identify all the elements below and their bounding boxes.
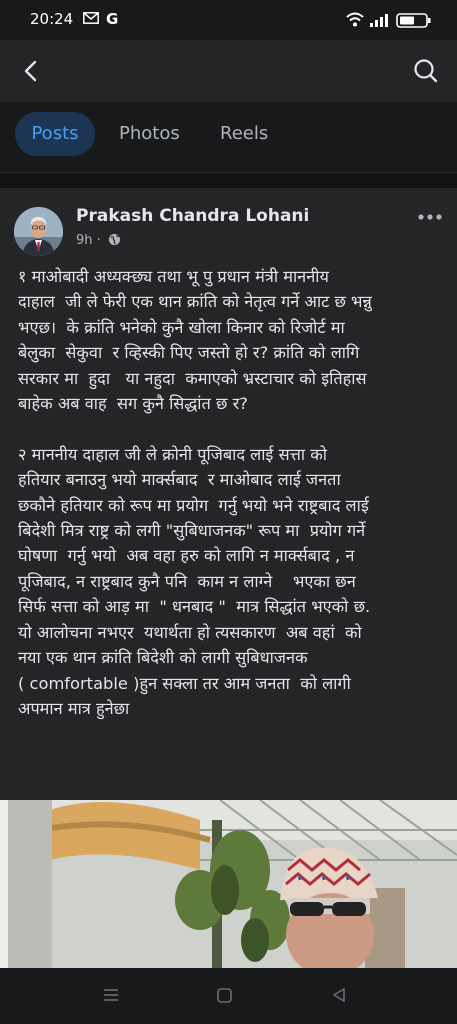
more-options-icon[interactable]	[417, 210, 443, 224]
avatar[interactable]	[14, 207, 63, 256]
tab-reels[interactable]: Reels	[220, 123, 269, 144]
app-bar	[0, 40, 457, 102]
post-body-text: १ माओबादी अध्यक्छ्य तथा भू पु प्रधान मंत्री माननीय दाहाल जी ले फेरी एक थान क्रांति को नेतृत्व गर्ने आट छ भन्नु भएछ। के क्रांति भनेको कुनै खोला किनार को रिजोर्ट मा बेलुका सेकुवा र व्हिस्की पिए जस्तो हो र? क्रांति को लागि सरकार मा हुदा या नहुदा कमाएको भ्रस्टाचार को इतिहास बाहेक अब वाह सग कुनै सिद्धांत छ र? २ माननीय दाहाल जी ले क्रोनी पूजिबाद लाई सत्ता को हतियार बनाउनु भयो मार्क्सबाद र माओबाद लाई जनता छकौने हतियार को रूप मा प्रयोग गर्नु भयो भने राष्ट्रबाद लाई बिदेशी मित्र राष्ट्र को लगी "सुबिधाजनक" रूप मा प्रयोग गर्ने घोषणा गर्नु भयो अब वहा हरु को लागि न मार्क्सबाद , न पूजिबाद, न राष्ट्रबाद कुनै पनि काम न लाग्ने भएका छन सिर्फ सत्ता को आड़ मा " धनबाद " मात्र सिद्धांत भएको छ. यो आलोचना नभएर यथार्थता हो त्यसकारण अब वहां को नया एक थान क्रांति बिदेशी को लागी सुबिधाजनक ( comfortable )हुन सक्ला तर आम जनता को लागी अपमान मात्र हुनेछा	[18, 267, 372, 718]
gmail-icon	[83, 12, 99, 24]
status-bar	[0, 0, 457, 40]
globe-icon	[108, 233, 121, 246]
search-icon[interactable]	[409, 54, 443, 88]
system-nav-bar	[0, 968, 457, 1024]
post-card	[0, 188, 457, 968]
home-icon[interactable]	[216, 987, 233, 1004]
battery-icon	[397, 14, 431, 27]
section-divider	[0, 172, 457, 188]
post-photo[interactable]	[0, 800, 457, 968]
profile-tabs	[0, 102, 457, 164]
post-meta	[76, 233, 121, 248]
back-icon[interactable]	[330, 986, 348, 1004]
wifi-icon	[347, 14, 363, 27]
recent-apps-icon[interactable]	[102, 987, 120, 1003]
status-carrier-letter: G	[106, 10, 119, 28]
post-author[interactable]: Prakash Chandra Lohani	[76, 206, 310, 226]
back-arrow-icon[interactable]	[14, 54, 48, 88]
status-time: 20:24	[30, 10, 74, 28]
status-indicators	[345, 11, 435, 29]
signal-icon	[370, 14, 388, 27]
tab-posts[interactable]: Posts	[15, 112, 95, 156]
tab-photos[interactable]: Photos	[119, 123, 180, 144]
post-time: 9h ·	[76, 233, 101, 248]
